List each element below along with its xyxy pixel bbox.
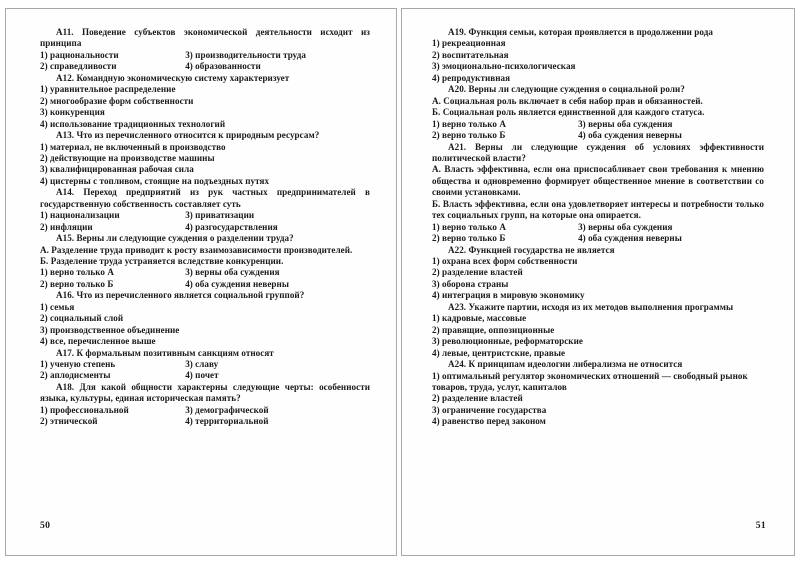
answer-option[interactable]: 3) верны оба суждения — [185, 267, 280, 278]
question-code: A21. — [448, 141, 476, 152]
answer-options — [432, 119, 764, 142]
question-a11 — [40, 27, 370, 50]
answer-options — [432, 38, 764, 84]
answer-option[interactable]: 4) оба суждения неверны — [185, 278, 289, 289]
answer-option[interactable]: 4) равенство перед законом — [432, 416, 546, 427]
page-right — [401, 8, 795, 556]
question-text: Что из перечисленного относится к природным ресурсам? — [76, 130, 320, 141]
answer-options — [40, 84, 370, 130]
answer-option[interactable]: 3) революционные, реформаторские — [432, 336, 583, 347]
answer-option[interactable]: 1) верно только А — [432, 118, 506, 129]
answer-options — [432, 371, 764, 428]
question-a15 — [40, 233, 370, 244]
answer-options — [432, 222, 764, 245]
answer-option[interactable]: 4) территориальной — [185, 416, 269, 427]
question-a24 — [432, 359, 764, 370]
answer-option[interactable]: 4) почет — [185, 370, 219, 381]
question-text: Функция семьи, которая проявляется в продолжении рода — [468, 27, 713, 37]
answer-option[interactable]: 3) славу — [185, 359, 219, 370]
question-text: Верны ли следующие суждения о разделении труда? — [76, 233, 294, 244]
question-code: A13. — [56, 130, 77, 141]
question-text: Что из перечисленного является социальной группой? — [76, 290, 305, 301]
answer-option[interactable]: 4) интеграция в мировую экономику — [432, 290, 585, 301]
question-code: A15. — [56, 233, 77, 244]
answer-option[interactable]: 3) верны оба суждения — [578, 118, 673, 129]
answer-option[interactable]: 2) верно только Б — [432, 130, 506, 141]
question-text: К формальным позитивным санкциям относят — [76, 347, 274, 358]
answer-option[interactable]: 1) национализации — [40, 210, 120, 221]
answer-option[interactable]: 1) рекреационная — [432, 38, 506, 49]
question-a13 — [40, 130, 370, 141]
answer-option[interactable]: 2) действующие на производстве машины — [40, 152, 215, 163]
answer-option[interactable]: 1) рациональности — [40, 49, 119, 60]
question-text: Поведение субъектов экономической деятельности исходит из принципа — [40, 27, 370, 49]
answer-option[interactable]: 4) репродуктивная — [432, 72, 511, 83]
answer-option[interactable]: 2) социальный слой — [40, 313, 124, 324]
question-code: A12. — [56, 72, 77, 83]
page-number-left: 50 — [40, 520, 51, 531]
answer-option[interactable]: 1) материал, не включенный в производство — [40, 141, 226, 152]
question-statement-1: А. Социальная роль включает в себя набор прав и обязанностей. — [432, 95, 703, 106]
answer-option[interactable]: 1) семья — [40, 301, 75, 312]
question-code: A24. — [448, 359, 469, 370]
question-text: Укажите партии, исходя из их методов выполнения программы — [468, 301, 734, 312]
question-a18 — [40, 382, 370, 405]
answer-options — [40, 50, 370, 73]
answer-option[interactable]: 2) этнической — [40, 416, 98, 427]
question-statement-1: А. Разделение труда приводит к росту взаимозависимости производителей. — [40, 244, 353, 255]
answer-option[interactable]: 3) производительности труда — [185, 49, 306, 60]
answer-option[interactable]: 3) демографической — [185, 404, 269, 415]
question-text: Командную экономическую систему характеризует — [76, 72, 290, 83]
answer-option[interactable]: 2) верно только Б — [432, 233, 506, 244]
answer-options — [40, 302, 370, 348]
answer-option[interactable]: 4) оба суждения неверны — [578, 233, 682, 244]
question-code: A16. — [56, 290, 77, 301]
answer-option[interactable]: 4) цистерны с топливом, стоящие на подъездных путях — [40, 175, 270, 186]
question-a16 — [40, 290, 370, 301]
question-code: A17. — [56, 347, 77, 358]
answer-option[interactable]: 3) эмоционально-психологическая — [432, 61, 576, 72]
answer-option[interactable]: 1) ученую степень — [40, 359, 116, 370]
question-code: A20. — [448, 84, 469, 95]
answer-option[interactable]: 3) приватизации — [185, 210, 255, 221]
answer-option[interactable]: 4) оба суждения неверны — [578, 130, 682, 141]
question-text: Переход предприятий из рук частных предпринимателей в государственную собственность составляет суть — [40, 187, 370, 209]
answer-option[interactable]: 3) оборона страны — [432, 278, 509, 289]
answer-option[interactable]: 1) верно только А — [432, 221, 506, 232]
question-a21 — [432, 142, 764, 165]
question-code: A23. — [448, 301, 469, 312]
question-a22 — [432, 245, 764, 256]
answer-option[interactable]: 1) кадровые, массовые — [432, 313, 527, 324]
answer-option[interactable]: 2) правящие, оппозиционные — [432, 324, 555, 335]
answer-option[interactable]: 2) верно только Б — [40, 278, 114, 289]
answer-options — [40, 267, 370, 290]
answer-option[interactable]: 1) профессиональной — [40, 404, 129, 415]
answer-option[interactable]: 3) квалифицированная рабочая сила — [40, 164, 194, 175]
answer-option[interactable]: 1) верно только А — [40, 267, 114, 278]
answer-option[interactable]: 2) воспитательная — [432, 49, 509, 60]
answer-option[interactable]: 3) ограничение государства — [432, 404, 547, 415]
answer-option[interactable]: 2) инфляции — [40, 221, 93, 232]
question-statement-1: А. Власть эффективна, если она приспосабливает свои требования к мнению общества и одновременно формирует общественное мнение в соответствии со своими установками. — [432, 164, 764, 198]
answer-option[interactable]: 2) аплодисменты — [40, 370, 111, 381]
answer-options — [40, 359, 370, 382]
answer-option[interactable]: 3) конкуренция — [40, 107, 105, 118]
question-a14 — [40, 187, 370, 210]
question-statement-2: Б. Власть эффективна, если она удовлетворяет интересы и потребности только тех социальных групп, на которые она опирается. — [432, 198, 764, 221]
answer-option[interactable]: 1) оптимальный регулятор экономических отношений — свободный рынок товаров, труда, услуг, капиталов — [432, 370, 748, 392]
answer-option[interactable]: 2) справедливости — [40, 61, 117, 72]
answer-option[interactable]: 2) разделение властей — [432, 393, 523, 404]
question-text: Верны ли следующие суждения об условиях эффективности политической власти? — [432, 141, 764, 163]
answer-option[interactable]: 2) разделение властей — [432, 267, 523, 278]
question-a20 — [432, 84, 764, 95]
answer-options — [40, 142, 370, 188]
page-right-content — [432, 27, 764, 509]
question-a23 — [432, 302, 764, 313]
answer-option[interactable]: 1) уравнительное распределение — [40, 84, 176, 95]
answer-options — [432, 256, 764, 302]
answer-options — [40, 405, 370, 428]
question-text: К принципам идеологии либерализма не относится — [468, 359, 683, 370]
answer-option[interactable]: 4) использование традиционных технологий — [40, 118, 226, 129]
answer-option[interactable]: 4) образованности — [185, 61, 261, 72]
question-code: A14. — [56, 187, 84, 198]
question-a12 — [40, 73, 370, 84]
question-a19 — [432, 27, 764, 38]
question-statement-2: Б. Разделение труда устраняется вследствие конкуренции. — [40, 256, 284, 266]
question-text: Для какой общности характерны следующие черты: особенности языка, культуры, единая историческая память? — [40, 381, 370, 404]
answer-option[interactable]: 4) все, перечисленное выше — [40, 336, 156, 347]
answer-option[interactable]: 4) левые, центристские, правые — [432, 347, 566, 358]
question-code: A18. — [56, 381, 80, 392]
answer-options — [40, 210, 370, 233]
answer-option[interactable]: 2) многообразие форм собственности — [40, 95, 194, 106]
answer-option[interactable]: 3) производственное объединение — [40, 324, 180, 335]
page-left-content — [40, 27, 370, 509]
answer-option[interactable]: 4) разгосударствления — [185, 221, 278, 232]
answer-option[interactable]: 3) верны оба суждения — [578, 221, 673, 232]
page-left — [5, 8, 397, 556]
question-code: A19. — [448, 27, 469, 37]
question-text: Верны ли следующие суждения о социальной роли? — [468, 84, 685, 95]
page-number-right: 51 — [755, 520, 766, 531]
question-code: A22. — [448, 244, 469, 255]
question-statement-2: Б. Социальная роль является единственной для каждого статуса. — [432, 107, 705, 118]
question-a17 — [40, 348, 370, 359]
answer-option[interactable]: 1) охрана всех форм собственности — [432, 256, 578, 266]
question-text: Функцией государства не является — [468, 244, 615, 255]
question-code: A11. — [56, 27, 83, 37]
answer-options — [432, 313, 764, 359]
